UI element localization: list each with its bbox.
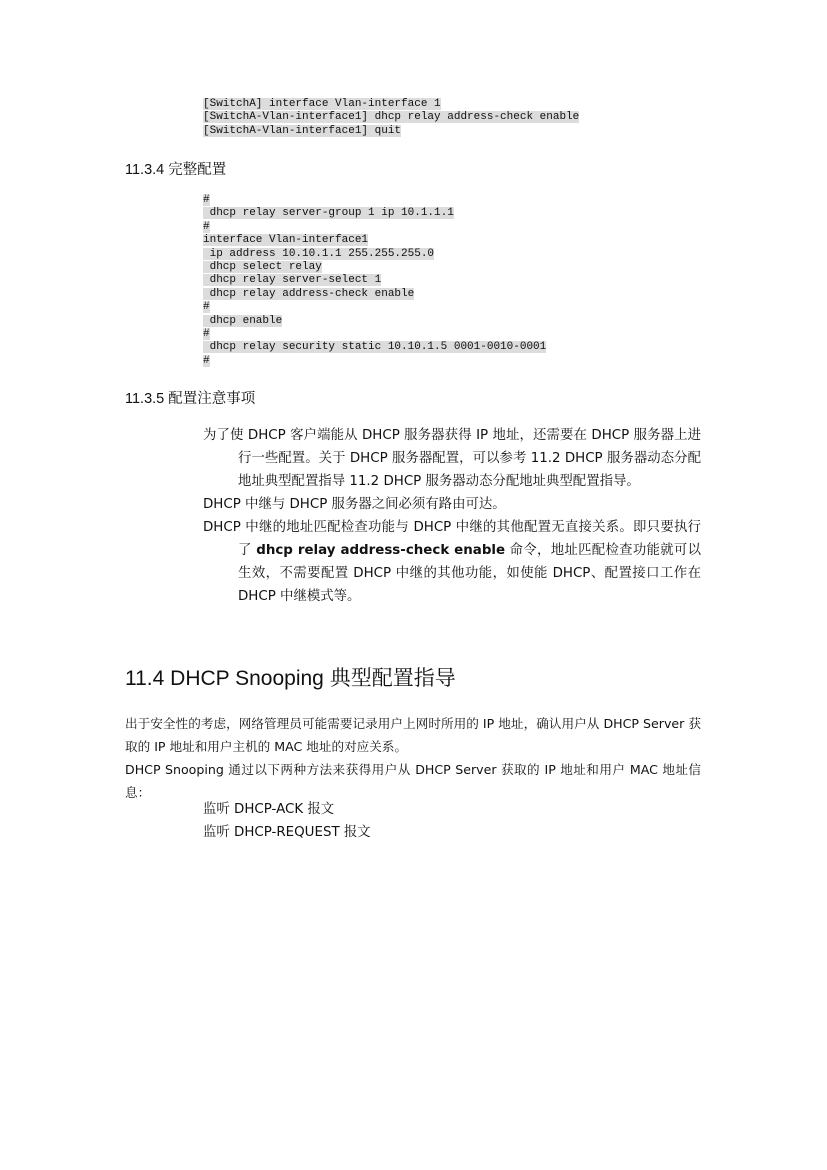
code-line: dhcp relay server-select 1 xyxy=(203,274,382,287)
list-item: 监听 DHCP-REQUEST 报文 xyxy=(203,825,371,840)
methods-list xyxy=(203,798,371,844)
code-line: # xyxy=(203,220,210,233)
code-line: # xyxy=(203,354,210,367)
code-line: interface Vlan-interface1 xyxy=(203,234,369,247)
notes-list xyxy=(203,424,701,608)
paragraph: 出于安全性的考虑，网络管理员可能需要记录用户上网时所用的 IP 地址，确认用户从 DHCP Server 获取的 IP 地址和用户主机的 MAC 地址的对应关系。 xyxy=(125,716,701,754)
code-line: dhcp select relay xyxy=(203,261,322,274)
list-item: 监听 DHCP-ACK 报文 xyxy=(203,802,335,817)
paragraph: DHCP Snooping 通过以下两种方法来获得用户从 DHCP Server 获取的 IP 地址和用户 MAC 地址信息： xyxy=(125,762,701,800)
note-item: DHCP 中继的地址匹配检查功能与 DHCP 中继的其他配置无直接关系。即只要执行了 dhcp relay address-check enable 命令，地址匹配检查功能就可以生效，不需要配置 DHCP 中继的其他功能，如使能 DHCP、配置接口工作在 DHCP 中继模式等。 xyxy=(203,520,701,604)
heading-11-4: 11.4 DHCP Snooping 典型配置指导 xyxy=(125,667,456,690)
code-block-full-config xyxy=(203,194,546,368)
note-item: DHCP 中继与 DHCP 服务器之间必须有路由可达。 xyxy=(203,497,506,512)
code-line: # xyxy=(203,328,210,341)
intro-text xyxy=(125,712,701,804)
code-line: dhcp relay security static 10.10.1.5 0001-0010-0001 xyxy=(203,341,547,354)
heading-11-3-5: 11.3.5 配置注意事项 xyxy=(125,391,256,407)
code-line: dhcp relay server-group 1 ip 10.1.1.1 xyxy=(203,207,454,220)
code-line: # xyxy=(203,301,210,314)
code-line: dhcp enable xyxy=(203,314,283,327)
code-line: # xyxy=(203,194,210,206)
note-item: 为了使 DHCP 客户端能从 DHCP 服务器获得 IP 地址，还需要在 DHCP 服务器上进行一些配置。关于 DHCP 服务器配置，可以参考 11.2 DHCP 服务器动态分配地址典型配置指导 11.2 DHCP 服务器动态分配地址典型配置指导。 xyxy=(203,428,701,489)
code-line: ip address 10.10.1.1 255.255.255.0 xyxy=(203,247,435,260)
heading-11-3-4: 11.3.4 完整配置 xyxy=(125,162,227,178)
code-block-switch-commands xyxy=(203,98,579,138)
code-line: dhcp relay address-check enable xyxy=(203,287,415,300)
code-line: [SwitchA-Vlan-interface1] quit xyxy=(203,124,402,137)
command-text: dhcp relay address-check enable xyxy=(256,543,506,558)
code-line: [SwitchA] interface Vlan-interface 1 xyxy=(203,98,441,110)
code-line: [SwitchA-Vlan-interface1] dhcp relay address-check enable xyxy=(203,111,580,124)
